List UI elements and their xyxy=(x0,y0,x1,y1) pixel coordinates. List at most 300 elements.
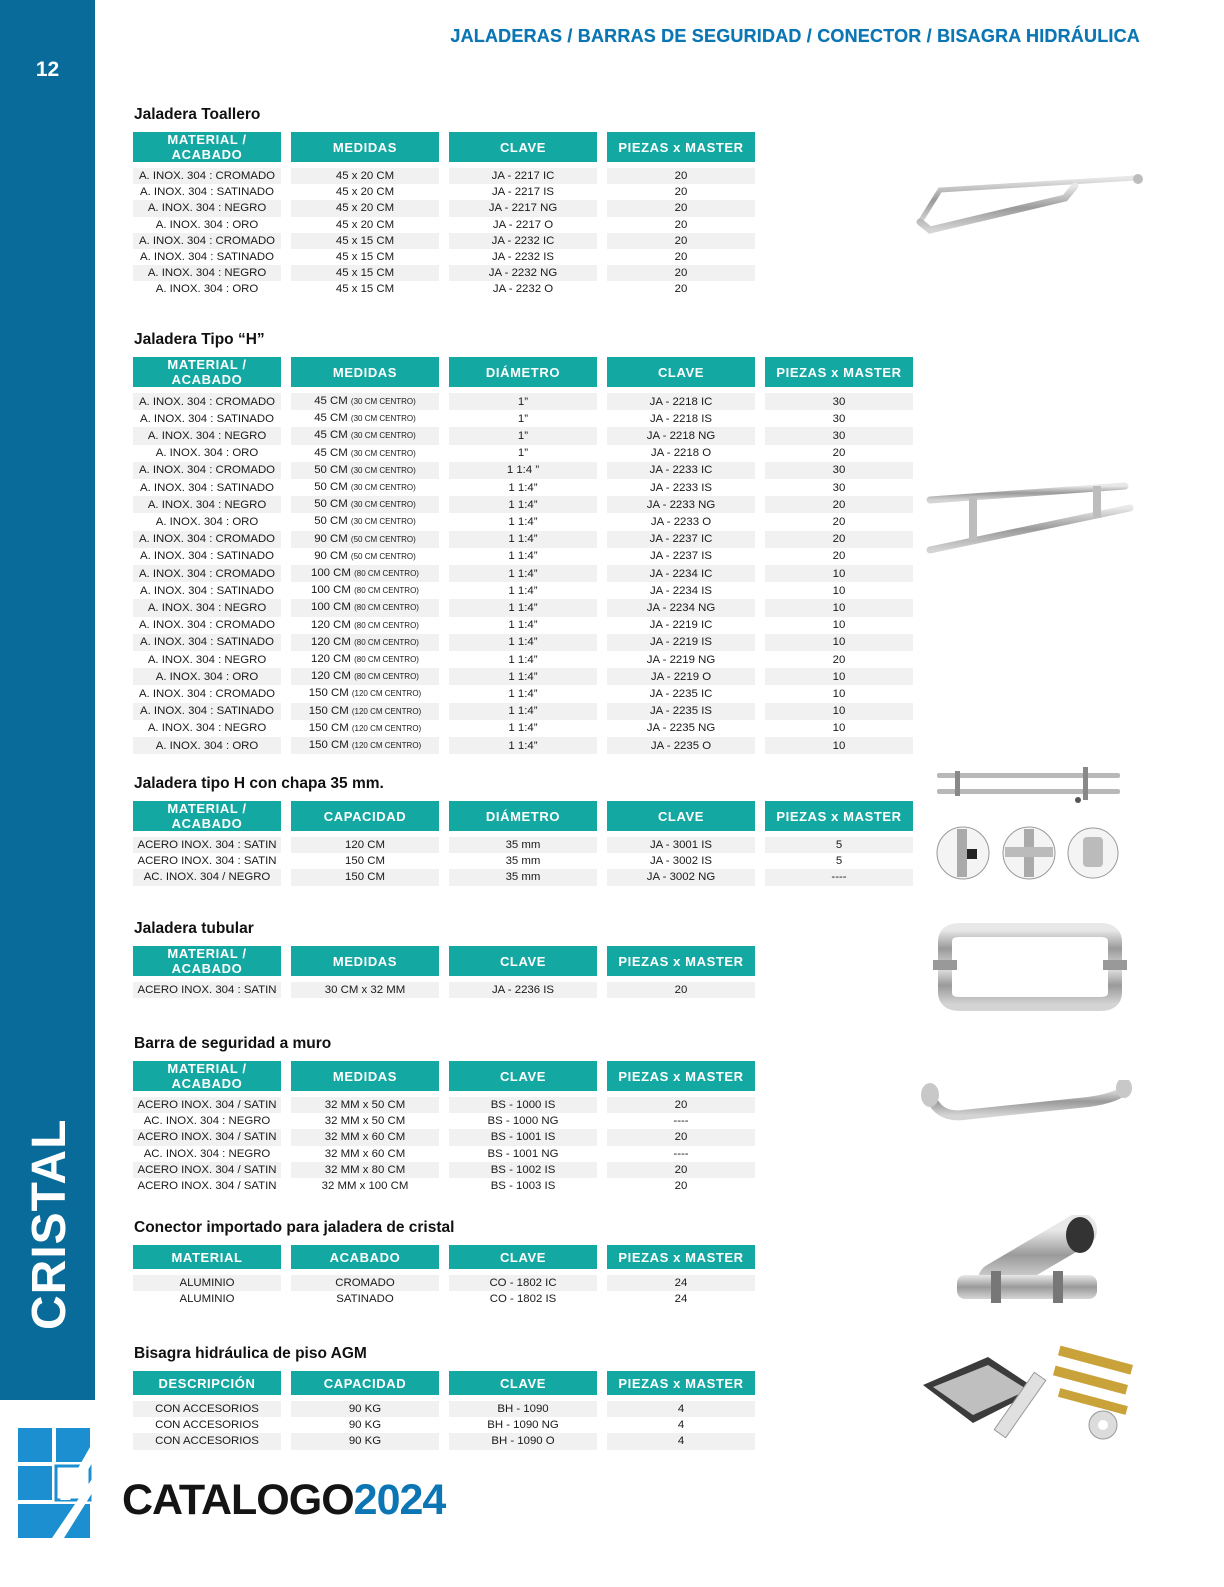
cell-note: (120 CM CENTRO) xyxy=(351,689,422,699)
table-cell xyxy=(765,582,913,599)
table-row xyxy=(133,685,913,702)
cell-text: JA - 2219 NG xyxy=(646,653,716,666)
table-cell xyxy=(607,582,755,599)
cell-text: 10 xyxy=(832,636,846,649)
cell-text: A. INOX. 304 : CROMADO xyxy=(138,567,276,580)
cell-note: (30 CM CENTRO) xyxy=(350,517,416,527)
table-row xyxy=(133,168,755,184)
cell-note: (30 CM CENTRO) xyxy=(350,414,416,424)
cell-text: 1 1:4” xyxy=(508,722,538,735)
table-cell xyxy=(607,410,755,427)
table-cell xyxy=(765,496,913,513)
h-handle-lock-image xyxy=(935,765,1125,805)
cell-text: JA - 2235 NG xyxy=(646,722,716,735)
col-header: CLAVE xyxy=(449,946,597,982)
table-cell xyxy=(133,565,281,582)
cell-text: 1 1:4” xyxy=(508,515,538,528)
table-cell xyxy=(449,393,597,410)
cell-text: A. INOX. 304 : SATINADO xyxy=(140,481,274,494)
col-header: CAPACIDAD xyxy=(291,801,439,837)
section-title: Barra de seguridad a muro xyxy=(134,1035,332,1052)
table-row xyxy=(133,513,913,530)
page-number: 12 xyxy=(35,58,60,81)
cell-text: JA - 2234 IS xyxy=(649,584,713,597)
col-header: CLAVE xyxy=(607,801,755,837)
table-cell xyxy=(607,427,755,444)
cell-text: 1 1:4” xyxy=(508,739,538,752)
table-cell: ACERO INOX. 304 : SATIN xyxy=(133,982,281,998)
cell-text: 20 xyxy=(832,515,846,528)
cell-text: JA - 2219 O xyxy=(650,670,712,683)
col-header: DESCRIPCIÓN xyxy=(133,1371,281,1401)
table-cell xyxy=(449,651,597,668)
table-cell: A. INOX. 304 : NEGRO xyxy=(133,265,281,281)
cell-text: 1” xyxy=(517,429,529,442)
table-cell: 32 MM x 60 CM xyxy=(291,1146,439,1162)
table-cell xyxy=(291,462,439,479)
table-cell: 20 xyxy=(607,217,755,233)
table-cell xyxy=(291,393,439,410)
table-cell: 20 xyxy=(607,281,755,297)
cell-text: JA - 2218 IS xyxy=(649,412,713,425)
table-row xyxy=(133,1178,755,1194)
table-cell xyxy=(607,393,755,410)
table-cell xyxy=(765,668,913,685)
cell-text: A. INOX. 304 : SATINADO xyxy=(140,705,274,718)
table-cell xyxy=(133,720,281,737)
cell-text: A. INOX. 304 : NEGRO xyxy=(147,498,267,511)
col-header: PIEZAS x MASTER xyxy=(765,357,913,393)
table-cell: 5 xyxy=(765,853,913,869)
table-cell: BH - 1090 O xyxy=(449,1433,597,1449)
cell-text: 30 xyxy=(832,464,846,477)
cell-text: 1 1:4” xyxy=(508,687,538,700)
table-cell: JA - 2217 NG xyxy=(449,200,597,216)
table-cell xyxy=(765,565,913,582)
cell-text: JA - 2233 IS xyxy=(649,481,713,494)
table-cell xyxy=(449,737,597,754)
table-cell xyxy=(449,565,597,582)
cell-note: (80 CM CENTRO) xyxy=(354,672,419,682)
table-cell: BS - 1002 IS xyxy=(449,1162,597,1178)
table-cell: ACERO INOX. 304 : SATIN xyxy=(133,853,281,869)
cell-text: A. INOX. 304 : ORO xyxy=(155,670,259,683)
table-cell xyxy=(449,410,597,427)
cell-note: (50 CM CENTRO) xyxy=(350,534,416,544)
table-cell: 5 xyxy=(765,837,913,853)
table-cell: BH - 1090 xyxy=(449,1401,597,1417)
table-cell: JA - 2236 IS xyxy=(449,982,597,998)
table-cell xyxy=(291,617,439,634)
section-title: Bisagra hidráulica de piso AGM xyxy=(134,1345,367,1362)
table-cell xyxy=(765,599,913,616)
cell-text: 45 CM xyxy=(314,446,348,459)
table-cell xyxy=(765,703,913,720)
company-logo xyxy=(14,1420,94,1540)
cell-note: (50 CM CENTRO) xyxy=(350,551,416,561)
cell-text: 30 xyxy=(832,412,846,425)
table-cell: 20 xyxy=(607,982,755,998)
cell-text: 50 CM xyxy=(314,463,348,476)
table-cell xyxy=(291,737,439,754)
table-cell xyxy=(449,496,597,513)
table-cell xyxy=(607,668,755,685)
table-cell xyxy=(607,685,755,702)
cell-text: 50 CM xyxy=(314,498,348,511)
col-header: PIEZAS x MASTER xyxy=(607,1245,755,1275)
table-cell: A. INOX. 304 : ORO xyxy=(133,217,281,233)
cell-note: (30 CM CENTRO) xyxy=(350,448,416,458)
cell-note: (30 CM CENTRO) xyxy=(350,397,416,406)
cell-text: 1 1:4” xyxy=(508,481,538,494)
table-cell xyxy=(133,634,281,651)
cell-text: 1” xyxy=(517,447,529,460)
table-row xyxy=(133,249,755,265)
table-cell: 45 x 15 CM xyxy=(291,249,439,265)
cell-note: (30 CM CENTRO) xyxy=(350,483,416,493)
cell-text: A. INOX. 304 : NEGRO xyxy=(147,429,267,442)
cell-text: JA - 2234 NG xyxy=(646,601,716,614)
table-cell xyxy=(765,720,913,737)
cell-text: A. INOX. 304 : NEGRO xyxy=(147,601,267,614)
floor-hinge-image xyxy=(918,1345,1138,1445)
table-row xyxy=(133,184,755,200)
table-row xyxy=(133,1113,755,1129)
cell-text: 10 xyxy=(832,601,846,614)
cell-text: 30 xyxy=(832,429,846,442)
table-cell xyxy=(291,634,439,651)
cell-text: 20 xyxy=(832,498,846,511)
table-cell: JA - 2232 IS xyxy=(449,249,597,265)
cell-text: 150 CM xyxy=(308,687,349,700)
table-cell: A. INOX. 304 : CROMADO xyxy=(133,233,281,249)
col-header: MEDIDAS xyxy=(291,1061,439,1097)
table-cell xyxy=(607,531,755,548)
cell-text: 10 xyxy=(832,567,846,580)
table-row xyxy=(133,651,913,668)
table-cell: AC. INOX. 304 / NEGRO xyxy=(133,869,281,885)
table-cell: 32 MM x 100 CM xyxy=(291,1178,439,1194)
cell-text: JA - 2235 O xyxy=(650,739,712,752)
cell-text: 1 1:4” xyxy=(508,533,538,546)
table-cell xyxy=(607,513,755,530)
table-cell xyxy=(449,445,597,462)
table-tubular xyxy=(123,946,765,998)
cell-text: 100 CM xyxy=(311,584,351,597)
table-row xyxy=(133,869,913,885)
table-row xyxy=(133,1275,755,1291)
table-row xyxy=(133,1291,755,1307)
table-cell: 45 x 15 CM xyxy=(291,265,439,281)
category-label: CRISTAL xyxy=(23,1118,76,1330)
table-cell xyxy=(765,479,913,496)
table-row xyxy=(133,1401,755,1417)
col-header: MEDIDAS xyxy=(291,946,439,982)
table-cell xyxy=(765,617,913,634)
table-cell xyxy=(449,599,597,616)
table-cell: 45 x 20 CM xyxy=(291,200,439,216)
cell-text: JA - 2218 O xyxy=(650,447,712,460)
cell-text: 10 xyxy=(832,670,846,683)
cell-text: A. INOX. 304 : CROMADO xyxy=(138,464,276,477)
table-cell: 20 xyxy=(607,200,755,216)
connector-image xyxy=(955,1215,1105,1310)
cell-text: 1” xyxy=(517,395,529,408)
table-cell: 35 mm xyxy=(449,853,597,869)
table-cell: JA - 3002 IS xyxy=(607,853,755,869)
cell-text: 150 CM xyxy=(308,721,349,734)
cell-text: 1 1:4” xyxy=(508,705,538,718)
cell-text: 10 xyxy=(832,705,846,718)
cell-text: 20 xyxy=(832,447,846,460)
col-header: MATERIAL / ACABADO xyxy=(133,801,281,837)
section-title: Jaladera Toallero xyxy=(134,106,261,123)
table-row xyxy=(133,1162,755,1178)
table-cell xyxy=(607,462,755,479)
brand-year: 2024 xyxy=(353,1476,446,1524)
cell-text: 120 CM xyxy=(311,670,351,683)
cell-text: 10 xyxy=(832,739,846,752)
table-barra xyxy=(123,1061,765,1194)
col-header: CAPACIDAD xyxy=(291,1371,439,1401)
table-cell: 20 xyxy=(607,184,755,200)
table-cell xyxy=(607,651,755,668)
section-title: Jaladera tubular xyxy=(134,920,254,937)
table-cell xyxy=(607,599,755,616)
section-tipo-h xyxy=(133,331,923,754)
table-cell xyxy=(765,427,913,444)
cell-text: 45 CM xyxy=(314,395,348,407)
catalog-brand xyxy=(122,1476,445,1525)
table-toallero xyxy=(123,132,765,298)
table-row xyxy=(133,720,913,737)
table-cell xyxy=(133,582,281,599)
table-cell: 20 xyxy=(607,1162,755,1178)
table-row xyxy=(133,217,755,233)
table-cell xyxy=(291,651,439,668)
cell-text: 10 xyxy=(832,687,846,700)
table-cell: CON ACCESORIOS xyxy=(133,1401,281,1417)
section-conector xyxy=(133,1219,765,1307)
table-cell xyxy=(291,513,439,530)
cell-note: (80 CM CENTRO) xyxy=(354,569,419,579)
cell-text: 30 xyxy=(832,481,846,494)
table-cell xyxy=(765,462,913,479)
col-header: PIEZAS x MASTER xyxy=(607,1371,755,1401)
cell-text: JA - 2235 IC xyxy=(649,687,713,700)
table-cell: BS - 1003 IS xyxy=(449,1178,597,1194)
section-tubular xyxy=(133,920,765,998)
table-cell xyxy=(291,599,439,616)
col-header: PIEZAS x MASTER xyxy=(765,801,913,837)
table-row xyxy=(133,1146,755,1162)
cell-text: 150 CM xyxy=(308,704,349,717)
cell-note: (120 CM CENTRO) xyxy=(351,706,422,716)
table-cell: 90 KG xyxy=(291,1417,439,1433)
col-header: MATERIAL xyxy=(133,1245,281,1275)
table-cell: AC. INOX. 304 : NEGRO xyxy=(133,1146,281,1162)
table-cell: 45 x 15 CM xyxy=(291,233,439,249)
cell-text: A. INOX. 304 : SATINADO xyxy=(140,412,274,425)
table-row xyxy=(133,445,913,462)
cell-text: 20 xyxy=(832,550,846,563)
table-cell xyxy=(765,737,913,754)
table-cell: A. INOX. 304 : CROMADO xyxy=(133,168,281,184)
cell-text: JA - 2235 IS xyxy=(649,705,713,718)
table-cell: CON ACCESORIOS xyxy=(133,1417,281,1433)
table-cell xyxy=(449,617,597,634)
cell-text: 1 1:4” xyxy=(508,619,538,632)
col-header: CLAVE xyxy=(449,1245,597,1275)
table-cell xyxy=(449,582,597,599)
table-cell xyxy=(449,479,597,496)
cell-text: 90 CM xyxy=(314,532,348,545)
table-cell: 150 CM xyxy=(291,869,439,885)
section-barra xyxy=(133,1035,765,1194)
table-cell: 30 CM x 32 MM xyxy=(291,982,439,998)
cell-text: A. INOX. 304 : ORO xyxy=(155,515,259,528)
cell-text: 1 1:4” xyxy=(508,567,538,580)
section-chapa xyxy=(133,775,923,886)
table-cell xyxy=(607,548,755,565)
table-cell: 35 mm xyxy=(449,869,597,885)
table-row xyxy=(133,531,913,548)
table-cell xyxy=(133,617,281,634)
table-cell: 20 xyxy=(607,168,755,184)
cell-note: (120 CM CENTRO) xyxy=(351,723,422,733)
col-header: PIEZAS x MASTER xyxy=(607,132,755,168)
table-cell: JA - 2232 O xyxy=(449,281,597,297)
cell-text: 50 CM xyxy=(314,515,348,528)
section-title: Jaladera Tipo “H” xyxy=(134,331,265,348)
table-cell xyxy=(133,703,281,720)
table-cell xyxy=(133,599,281,616)
table-cell xyxy=(291,496,439,513)
table-cell: CO - 1802 IS xyxy=(449,1291,597,1307)
table-row xyxy=(133,1097,755,1113)
table-cell xyxy=(291,548,439,565)
towel-bar-image xyxy=(905,160,1150,240)
col-header: CLAVE xyxy=(607,357,755,393)
table-cell xyxy=(607,737,755,754)
cell-text: A. INOX. 304 : CROMADO xyxy=(138,687,276,700)
cell-text: JA - 2237 IC xyxy=(649,533,713,546)
table-row xyxy=(133,496,913,513)
table-cell xyxy=(133,513,281,530)
table-row xyxy=(133,548,913,565)
table-cell: ACERO INOX. 304 : SATIN xyxy=(133,837,281,853)
col-header: CLAVE xyxy=(449,1371,597,1401)
table-row xyxy=(133,982,755,998)
cell-text: 45 CM xyxy=(314,412,348,425)
table-cell xyxy=(133,445,281,462)
table-cell: 24 xyxy=(607,1291,755,1307)
table-cell xyxy=(133,479,281,496)
table-cell xyxy=(765,445,913,462)
cell-text: A. INOX. 304 : SATINADO xyxy=(140,636,274,649)
table-cell: 90 KG xyxy=(291,1433,439,1449)
table-cell: ACERO INOX. 304 / SATIN xyxy=(133,1178,281,1194)
table-cell xyxy=(291,427,439,444)
col-header: DIÁMETRO xyxy=(449,357,597,393)
table-row xyxy=(133,479,913,496)
cell-text: 150 CM xyxy=(308,739,349,752)
cell-text: A. INOX. 304 : NEGRO xyxy=(147,722,267,735)
section-bisagra xyxy=(133,1345,765,1450)
table-bisagra xyxy=(123,1371,765,1450)
col-header: MATERIAL / ACABADO xyxy=(133,946,281,982)
table-cell xyxy=(291,531,439,548)
table-row xyxy=(133,393,913,410)
table-cell xyxy=(449,548,597,565)
table-cell: ---- xyxy=(607,1113,755,1129)
cell-text: JA - 2233 IC xyxy=(649,464,713,477)
section-toallero xyxy=(133,106,765,298)
table-cell: AC. INOX. 304 : NEGRO xyxy=(133,1113,281,1129)
cell-note: (120 CM CENTRO) xyxy=(351,741,422,751)
table-cell: 4 xyxy=(607,1433,755,1449)
table-cell xyxy=(133,427,281,444)
table-row xyxy=(133,737,913,754)
table-cell xyxy=(133,651,281,668)
table-cell xyxy=(449,668,597,685)
grab-bar-image xyxy=(918,1080,1133,1125)
table-row xyxy=(133,462,913,479)
col-header: CLAVE xyxy=(449,132,597,168)
col-header: MATERIAL / ACABADO xyxy=(133,357,281,393)
table-cell xyxy=(449,462,597,479)
cell-text: 100 CM xyxy=(311,601,351,614)
table-row xyxy=(133,837,913,853)
cell-text: 50 CM xyxy=(314,481,348,494)
table-row xyxy=(133,617,913,634)
table-row xyxy=(133,427,913,444)
table-cell xyxy=(449,513,597,530)
table-cell: ACERO INOX. 304 / SATIN xyxy=(133,1129,281,1145)
col-header: MATERIAL / ACABADO xyxy=(133,1061,281,1097)
table-row xyxy=(133,853,913,869)
table-cell: JA - 2232 NG xyxy=(449,265,597,281)
cell-note: (30 CM CENTRO) xyxy=(350,500,416,510)
table-cell: CON ACCESORIOS xyxy=(133,1433,281,1449)
table-cell: 20 xyxy=(607,1129,755,1145)
table-cell: SATINADO xyxy=(291,1291,439,1307)
table-row xyxy=(133,634,913,651)
section-title: Jaladera tipo H con chapa 35 mm. xyxy=(134,775,384,792)
table-cell xyxy=(133,668,281,685)
table-row xyxy=(133,1417,755,1433)
table-cell: JA - 2232 IC xyxy=(449,233,597,249)
table-cell xyxy=(133,548,281,565)
table-row xyxy=(133,233,755,249)
table-cell xyxy=(133,685,281,702)
table-cell: ---- xyxy=(765,869,913,885)
table-cell: JA - 2217 IS xyxy=(449,184,597,200)
table-cell: 120 CM xyxy=(291,837,439,853)
table-cell: BS - 1001 NG xyxy=(449,1146,597,1162)
table-row xyxy=(133,703,913,720)
table-cell xyxy=(607,479,755,496)
table-row xyxy=(133,200,755,216)
cell-text: 1 1:4 ” xyxy=(506,464,540,477)
cell-text: 10 xyxy=(832,584,846,597)
table-cell: 4 xyxy=(607,1417,755,1433)
cell-text: A. INOX. 304 : CROMADO xyxy=(138,395,276,408)
table-row xyxy=(133,565,913,582)
table-cell xyxy=(291,479,439,496)
cell-text: 10 xyxy=(832,722,846,735)
cell-text: JA - 2237 IS xyxy=(649,550,713,563)
